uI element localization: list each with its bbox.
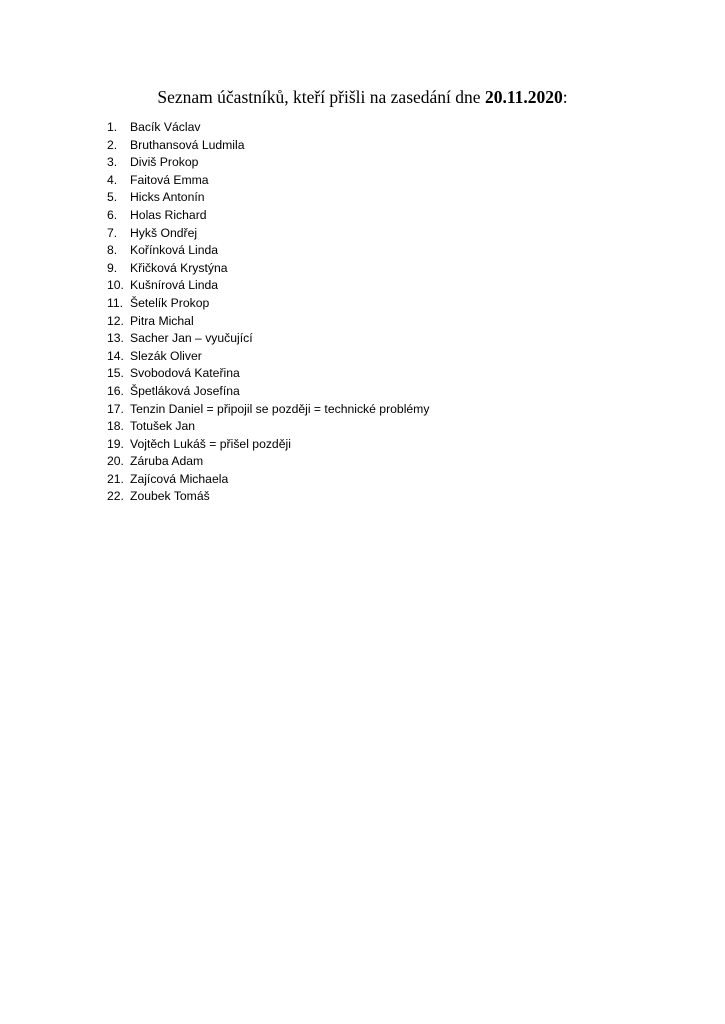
item-number: 15. (107, 366, 124, 381)
item-number: 6. (107, 207, 118, 222)
list-item (107, 242, 429, 260)
list-item (107, 401, 429, 419)
list-item (107, 189, 429, 207)
item-number: 19. (107, 436, 124, 451)
item-number: 16. (107, 383, 124, 398)
item-number: 4. (107, 172, 118, 187)
list-item (107, 453, 429, 471)
list-item (107, 137, 429, 155)
participant-name: Faitová Emma (130, 172, 209, 187)
item-number: 22. (107, 489, 124, 504)
list-item (107, 330, 429, 348)
title-date: 20.11.2020 (484, 87, 563, 107)
participant-name: Záruba Adam (130, 454, 204, 469)
participant-name: Kušnírová Linda (130, 278, 219, 293)
list-item (107, 225, 429, 243)
item-number: 18. (107, 419, 124, 434)
participant-name: Slezák Oliver (130, 348, 202, 363)
list-item (107, 172, 429, 190)
list-item (107, 436, 429, 454)
page-title (0, 86, 725, 108)
list-item (107, 383, 429, 401)
item-number: 11. (107, 295, 124, 310)
participant-name: Svobodová Kateřina (130, 366, 240, 381)
participant-name: Holas Richard (130, 207, 207, 222)
participant-name: Sacher Jan – vyučující (130, 331, 253, 346)
participant-name: Kořínková Linda (130, 243, 219, 258)
participant-name: Zoubek Tomáš (130, 489, 210, 504)
list-item (107, 207, 429, 225)
item-number: 12. (107, 313, 124, 328)
participant-name: Vojtěch Lukáš = přišel později (130, 436, 291, 451)
list-item (107, 488, 429, 506)
participant-name: Šetelík Prokop (130, 295, 210, 310)
item-number: 20. (107, 454, 124, 469)
item-number: 13. (107, 331, 124, 346)
item-number: 3. (107, 155, 118, 170)
list-item (107, 154, 429, 172)
participant-name: Zajícová Michaela (130, 471, 229, 486)
list-item (107, 313, 429, 331)
participant-name: Bruthansová Ludmila (130, 137, 245, 152)
title-suffix: : (562, 87, 568, 107)
item-number: 14. (107, 348, 124, 363)
list-item (107, 277, 429, 295)
participant-name: Hykš Ondřej (130, 225, 198, 240)
item-number: 2. (107, 137, 118, 152)
list-item (107, 119, 429, 137)
participant-name: Pitra Michal (130, 313, 194, 328)
item-number: 5. (107, 190, 118, 205)
participant-name: Tenzin Daniel = připojil se později = technické problémy (130, 401, 430, 416)
item-number: 17. (107, 401, 124, 416)
list-item (107, 471, 429, 489)
item-number: 9. (107, 260, 118, 275)
list-item (107, 260, 429, 278)
participant-list (107, 119, 429, 506)
participant-name: Totušek Jan (130, 419, 196, 434)
participant-name: Křičková Krystýna (130, 260, 228, 275)
list-item (107, 418, 429, 436)
item-number: 21. (107, 471, 124, 486)
item-number: 10. (107, 278, 124, 293)
list-item (107, 295, 429, 313)
participant-name: Hicks Antonín (130, 190, 205, 205)
participant-name: Diviš Prokop (130, 155, 199, 170)
item-number: 7. (107, 225, 118, 240)
participant-name: Špetláková Josefína (130, 383, 240, 398)
list-item (107, 348, 429, 366)
list-item (107, 365, 429, 383)
item-number: 1. (107, 120, 118, 134)
item-number: 8. (107, 243, 118, 258)
title-prefix: Seznam účastníků, kteří přišli na zasedání dne (157, 87, 485, 107)
participant-name: Bacík Václav (130, 120, 201, 134)
